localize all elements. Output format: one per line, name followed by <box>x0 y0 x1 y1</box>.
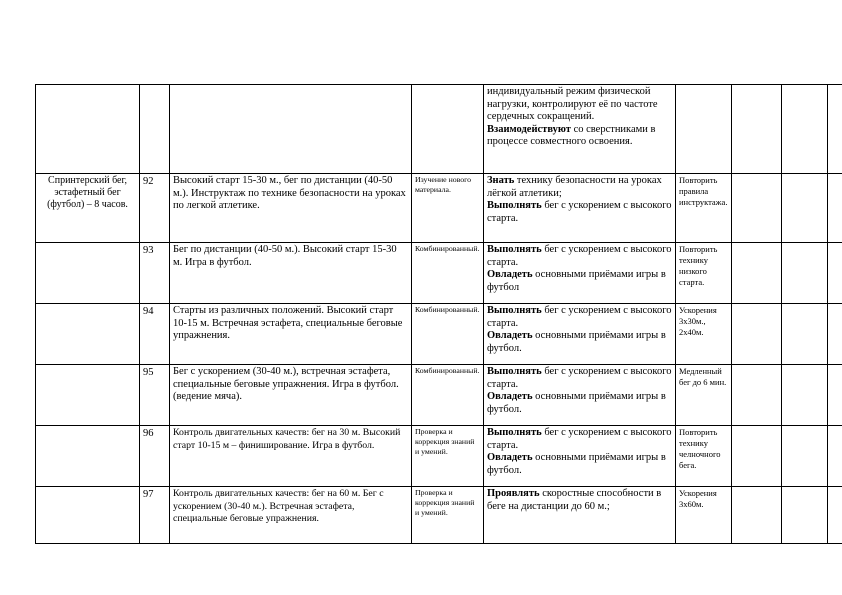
goal-verb: Взаимодействуют <box>487 123 571 135</box>
goals-cell <box>484 304 676 365</box>
extra-cell <box>782 304 828 365</box>
section-cell <box>36 243 140 304</box>
extra-cell <box>782 365 828 426</box>
extra-cell <box>828 243 842 304</box>
homework: Повторить технику низкого старта. <box>676 243 732 304</box>
section-cell: Спринтерский бег, эстафетный бег (футбол) – 8 часов. <box>36 174 140 243</box>
lesson-number: 95 <box>140 365 170 426</box>
goal-text <box>487 488 672 513</box>
goal-text <box>487 452 672 477</box>
lesson-type: Проверка и коррекция знаний и умений. <box>412 426 484 487</box>
extra-cell <box>828 304 842 365</box>
table-row <box>36 174 842 243</box>
lesson-number: 96 <box>140 426 170 487</box>
goal-verb: Выполнять <box>487 244 542 255</box>
goal-verb: Овладеть <box>487 391 533 402</box>
goals-cell <box>484 174 676 243</box>
section-cell <box>36 426 140 487</box>
extra-cell <box>782 243 828 304</box>
lesson-type: Комбинированный. <box>412 243 484 304</box>
goal-text <box>487 427 672 452</box>
lesson-type-cell <box>412 85 484 174</box>
lesson-topic: Высокий старт 15-30 м., бег по дистанции (40-50 м.). Инструктаж по технике безопасности на уроках по легкой атлетике. <box>170 174 412 243</box>
lesson-topic: Старты из различных положений. Высокий старт 10-15 м. Встречная эстафета, специальные беговые упражнения. <box>170 304 412 365</box>
extra-cell <box>732 487 782 544</box>
goal-rest: скоростные способности в беге на дистанции до 60 м.; <box>487 488 662 512</box>
homework: Повторить правила инструктажа. <box>676 174 732 243</box>
goal-verb: Знать <box>487 175 515 186</box>
extra-cell <box>828 365 842 426</box>
table-row <box>36 243 842 304</box>
goal-text <box>487 269 672 294</box>
section-cell <box>36 85 140 174</box>
goal-verb: Выполнять <box>487 200 542 211</box>
goal-rest: бег с ускорением с высокого старта. <box>487 366 672 390</box>
goal-rest: основными приёмами игры в футбол <box>487 269 666 293</box>
goal-text <box>487 124 672 149</box>
extra-cell <box>828 487 842 544</box>
lesson-topic: Бег с ускорением (30-40 м.), встречная эстафета, специальные беговые упражнения. Игра в футбол. (ведение мяча). <box>170 365 412 426</box>
lesson-number: 92 <box>140 174 170 243</box>
goal-text <box>487 200 672 225</box>
goal-rest: бег с ускорением с высокого старта. <box>487 427 672 451</box>
extra-cell <box>782 487 828 544</box>
goal-verb: Овладеть <box>487 330 533 341</box>
goals-cell <box>484 243 676 304</box>
goal-verb: Выполнять <box>487 305 542 316</box>
goal-verb: Овладеть <box>487 452 533 463</box>
goal-rest: основными приёмами игры в футбол. <box>487 330 666 354</box>
goal-rest: основными приёмами игры в футбол. <box>487 391 666 415</box>
extra-cell <box>732 174 782 243</box>
extra-cell <box>828 174 842 243</box>
goal-text <box>487 244 672 269</box>
section-cell <box>36 487 140 544</box>
topic-cell <box>170 85 412 174</box>
goal-text <box>487 366 672 391</box>
lesson-plan-table <box>35 84 842 544</box>
lesson-type: Изучение нового материала. <box>412 174 484 243</box>
lesson-type: Комбинированный. <box>412 304 484 365</box>
homework: Повторить технику челночного бега. <box>676 426 732 487</box>
goal-rest: бег с ускорением с высокого старта. <box>487 305 672 329</box>
goal-text <box>487 175 672 200</box>
extra-cell <box>828 426 842 487</box>
goal-verb: Выполнять <box>487 366 542 377</box>
lesson-number: 93 <box>140 243 170 304</box>
extra-cell <box>732 85 782 174</box>
extra-cell <box>782 174 828 243</box>
extra-cell <box>782 85 828 174</box>
lesson-type: Комбинированный. <box>412 365 484 426</box>
lesson-number: 94 <box>140 304 170 365</box>
extra-cell <box>732 243 782 304</box>
homework: Ускорения 3х60м. <box>676 487 732 544</box>
goal-verb: Выполнять <box>487 427 542 438</box>
goals-cell <box>484 487 676 544</box>
lesson-topic: Бег по дистанции (40-50 м.). Высокий старт 15-30 м. Игра в футбол. <box>170 243 412 304</box>
lesson-number-cell <box>140 85 170 174</box>
goal-text: индивидуальный режим физической нагрузки, контролируют её по частоте сердечных сокращений. <box>487 86 658 122</box>
goal-text <box>487 391 672 416</box>
extra-cell <box>828 85 842 174</box>
homework: Ускорения 3х30м., 2х40м. <box>676 304 732 365</box>
goal-rest: со сверстниками в процессе совместного освоения. <box>487 123 656 147</box>
goal-text <box>487 330 672 355</box>
lesson-type: Проверка и коррекция знаний и умений. <box>412 487 484 544</box>
table-row <box>36 304 842 365</box>
goals-cell <box>484 85 676 174</box>
homework: Медленный бег до 6 мин. <box>676 365 732 426</box>
table-row <box>36 85 842 174</box>
section-cell <box>36 304 140 365</box>
goals-cell <box>484 365 676 426</box>
lesson-topic: Контроль двигательных качеств: бег на 30 м. Высокий старт 10-15 м – финиширование. Игра в футбол. <box>170 426 412 487</box>
goal-text <box>487 305 672 330</box>
section-cell <box>36 365 140 426</box>
goal-verb: Овладеть <box>487 269 533 280</box>
extra-cell <box>782 426 828 487</box>
goal-verb: Проявлять <box>487 488 540 499</box>
goal-rest: технику безопасности на уроках лёгкой атлетики; <box>487 175 662 199</box>
goal-rest: основными приёмами игры в футбол. <box>487 452 666 476</box>
table-row <box>36 365 842 426</box>
goals-cell <box>484 426 676 487</box>
goal-rest: бег с ускорением с высокого старта. <box>487 200 672 224</box>
homework-cell <box>676 85 732 174</box>
extra-cell <box>732 426 782 487</box>
lesson-number: 97 <box>140 487 170 544</box>
extra-cell <box>732 304 782 365</box>
extra-cell <box>732 365 782 426</box>
lesson-topic: Контроль двигательных качеств: бег на 60 м. Бег с ускорением (30-40 м.). Встречная эстафета, специальные беговые упражнения. <box>170 487 412 544</box>
table-row <box>36 487 842 544</box>
goal-rest: бег с ускорением с высокого старта. <box>487 244 672 268</box>
table-row <box>36 426 842 487</box>
